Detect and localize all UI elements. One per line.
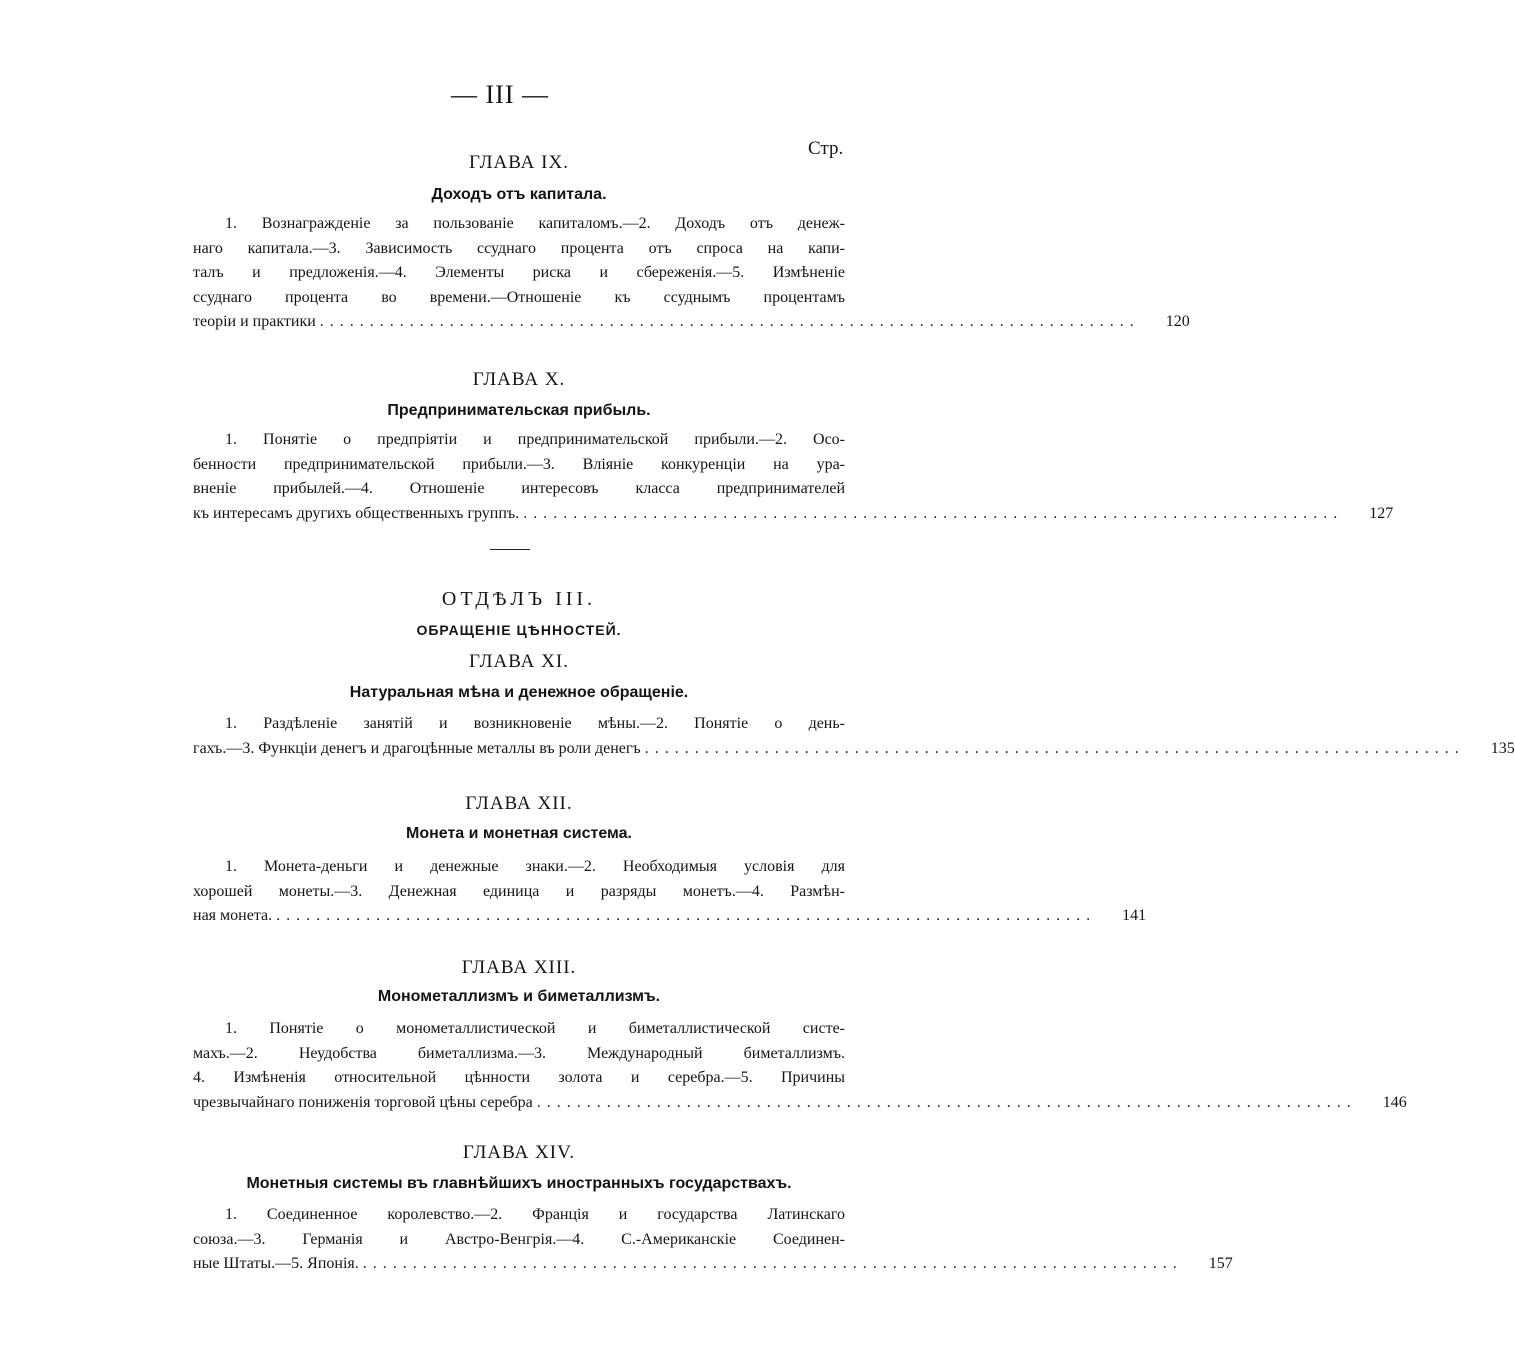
entry-line: махъ.—2. Неудобства биметаллизма.—3. Международный биметаллизмъ. (193, 1044, 845, 1062)
leader-dots: .................................................................................. (536, 1093, 1357, 1111)
chapter-13-entry (193, 1017, 1407, 1115)
entry-last-line (193, 737, 1515, 762)
entry-line: наго капитала.—3. Зависимость ссуднаго процента отъ спроса на капи- (193, 239, 845, 257)
entry-line: 1. Вознагражденіе за пользованіе капиталомъ.—2. Доходъ отъ денеж- (225, 215, 845, 232)
leader-dots: .................................................................................. (523, 504, 1344, 522)
entry-line: 1. Понятіе о предпріятіи и предпринимательской прибыли.—2. Осо- (225, 431, 845, 448)
page-ref: 127 (1369, 504, 1394, 522)
leader-dots: .................................................................................. (319, 313, 1140, 330)
entry-last-line (193, 502, 1394, 527)
leader-dots: .................................................................................. (362, 1255, 1183, 1272)
entry-last-line (193, 1252, 1233, 1277)
entry-line: ссуднаго процента во времени.—Отношеніе къ ссуднымъ процентамъ (193, 288, 845, 306)
chapter-11-entry (193, 712, 1515, 761)
page-ref: 146 (1382, 1093, 1407, 1111)
chapter-14-entry (193, 1203, 1233, 1277)
chapter-12-subtitle: Монета и монетная система. (406, 825, 632, 842)
page-ref: 157 (1208, 1255, 1233, 1272)
entry-line: ные Штаты.—5. Японія. (193, 1255, 359, 1272)
chapter-9-entry (193, 212, 1190, 335)
page-ref: 120 (1165, 313, 1190, 330)
leader-dots: .................................................................................. (276, 907, 1097, 924)
entry-last-line (193, 904, 1147, 929)
chapter-12-entry (193, 855, 1147, 929)
chapter-9-title: ГЛАВА IX. (469, 152, 569, 173)
entry-line: вненіе прибылей.—4. Отношеніе интересовъ класса предпринимателей (193, 480, 845, 497)
entry-line: 1. Соединенное королевство.—2. Франція и государства Латинскаго (225, 1206, 845, 1223)
entry-last-line (193, 1091, 1407, 1116)
part-3-subtitle: ОБРАЩЕНІЕ ЦѢННОСТЕЙ. (416, 622, 622, 638)
part-3-title: ОТДѢЛЪ III. (441, 588, 597, 610)
page-ref: 135 (1490, 739, 1515, 757)
chapter-9-subtitle: Доходъ отъ капитала. (431, 186, 607, 203)
entry-line: талъ и предложенія.—4. Элементы риска и сбереженія.—5. Измѣненіе (193, 264, 845, 281)
entry-line: къ интересамъ другихъ общественныхъ группъ. (193, 504, 520, 522)
entry-line: теоріи и практики (193, 313, 316, 330)
chapter-14-subtitle: Монетныя системы въ главнѣйшихъ иностранныхъ государствахъ. (246, 1175, 792, 1192)
chapter-12-title: ГЛАВА XII. (465, 793, 573, 814)
chapter-11-title: ГЛАВА XI. (469, 651, 569, 672)
entry-line: 1. Раздѣленіе занятій и возникновеніе мѣны.—2. Понятіе о день- (225, 715, 845, 732)
entry-line: союза.—3. Германія и Австро-Венгрія.—4. С.-Американскіе Соединен- (193, 1230, 845, 1248)
chapter-14-title: ГЛАВА XIV. (462, 1142, 576, 1163)
page-number: — III — (451, 80, 549, 109)
chapter-13-subtitle: Монометаллизмъ и биметаллизмъ. (377, 988, 661, 1005)
leader-dots: .................................................................................. (644, 739, 1465, 757)
entry-line: 1. Монета-деньги и денежные знаки.—2. Необходимыя условія для (225, 858, 845, 875)
chapter-10-entry (193, 428, 1394, 526)
entry-line: бенности предпринимательской прибыли.—3. Вліяніе конкуренціи на ура- (193, 455, 845, 473)
chapter-13-title: ГЛАВА XIII. (461, 957, 577, 978)
entry-line: хорошей монеты.—3. Денежная единица и разряды монетъ.—4. Размѣн- (193, 882, 845, 900)
entry-last-line (193, 310, 1190, 335)
entry-line: 4. Измѣненія относительной цѣнности золота и серебра.—5. Причины (193, 1069, 845, 1086)
chapter-11-subtitle: Натуральная мѣна и денежное обращеніе. (349, 684, 689, 701)
chapter-10-title: ГЛАВА X. (472, 369, 566, 390)
entry-line: 1. Понятіе о монометаллистической и биметаллистической систе- (225, 1020, 845, 1037)
page-column-label: Стр. (808, 138, 844, 159)
entry-line: гахъ.—3. Функціи денегъ и драгоцѣнные металлы въ роли денегъ (193, 739, 641, 757)
page-ref: 141 (1122, 907, 1147, 924)
chapter-10-subtitle: Предпринимательская прибыль. (387, 402, 651, 419)
entry-line: ная монета. (193, 907, 273, 924)
section-separator (490, 549, 530, 550)
entry-line: чрезвычайнаго пониженія торговой цѣны серебра (193, 1093, 533, 1111)
